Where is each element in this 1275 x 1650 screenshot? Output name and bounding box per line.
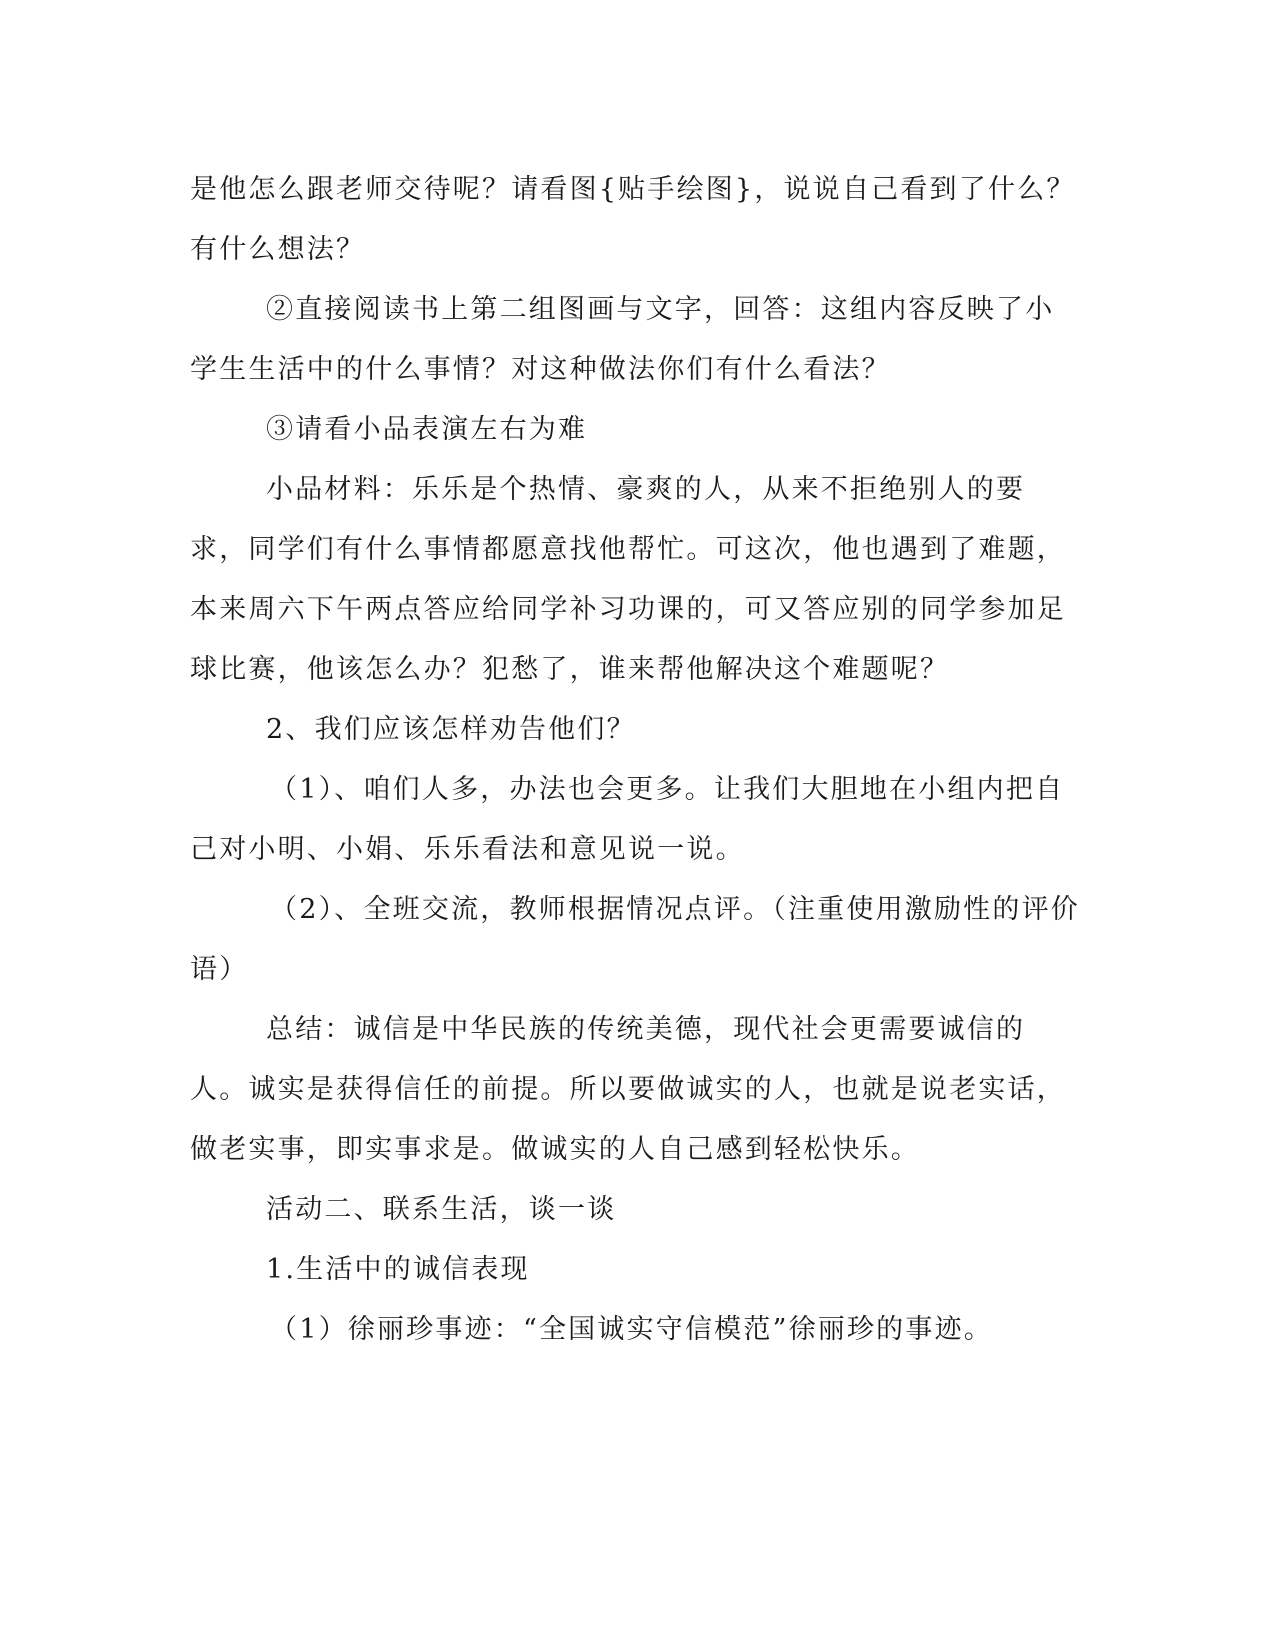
paragraph-heading-1: 1.生活中的诚信表现	[266, 1254, 530, 1285]
paragraph-activity-2: 活动二、联系生活，谈一谈	[266, 1194, 617, 1225]
paragraph-item-2: ②直接阅读书上第二组图画与文字，回答：这组内容反映了小学生生活中的什么事情？对这种做法你们有什么看法？	[190, 294, 1055, 385]
paragraph-item-3: ③请看小品表演左右为难	[266, 414, 588, 445]
paragraph-summary: 总结：诚信是中华民族的传统美德，现代社会更需要诚信的人。诚实是获得信任的前提。所以要做诚实的人，也就是说老实话，做老实事，即实事求是。做诚实的人自己感到轻松快乐。	[190, 1014, 1066, 1165]
paragraph-sub-2: （2）、全班交流，教师根据情况点评。（注重使用激励性的评价语）	[190, 894, 1080, 985]
paragraph-section-2: 2、我们应该怎样劝告他们？	[266, 714, 636, 745]
paragraph-continuation: 是他怎么跟老师交待呢？请看图{贴手绘图}，说说自己看到了什么？有什么想法？	[190, 174, 1076, 265]
paragraph-sub-xu: （1）徐丽珍事迹：“全国诚实守信模范”徐丽珍的事迹。	[270, 1314, 993, 1345]
paragraph-skit-material: 小品材料：乐乐是个热情、豪爽的人，从来不拒绝别人的要求，同学们有什么事情都愿意找他帮忙。可这次，他也遇到了难题，本来周六下午两点答应给同学补习功课的，可又答应别的同学参加足球比赛，他该怎么办？犯愁了，谁来帮他解决这个难题呢？	[190, 474, 1066, 685]
document-body	[190, 160, 1080, 1360]
paragraph-sub-1: （1）、咱们人多，办法也会更多。让我们大胆地在小组内把自己对小明、小娟、乐乐看法和意见说一说。	[190, 774, 1065, 865]
